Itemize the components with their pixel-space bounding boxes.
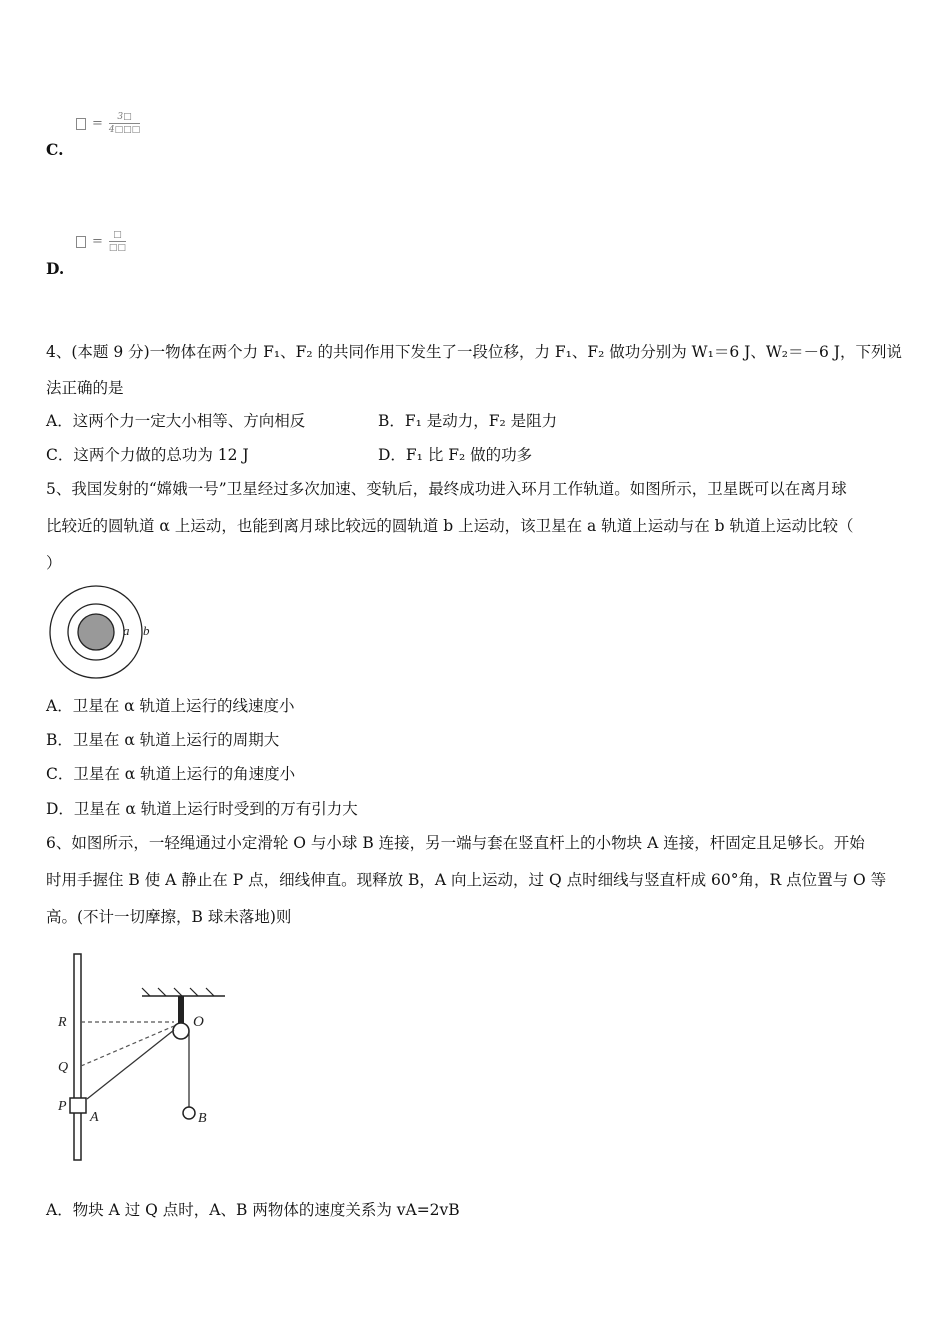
q5-option-b: B．卫星在 α 轨道上运行的周期大 (46, 731, 280, 749)
q5-option-a: A．卫星在 α 轨道上运行的线速度小 (46, 697, 295, 715)
q4-option-d: D．F₁ 比 F₂ 做的功多 (378, 446, 533, 464)
q4-option-c: C．这两个力做的总功为 12 J (46, 446, 249, 464)
formula-lhs-placeholder (76, 236, 86, 248)
moon (78, 614, 114, 650)
option-c-formula (76, 112, 140, 135)
block-a (70, 1098, 86, 1113)
fraction-denominator: 4□□□ (108, 125, 141, 135)
option-d-formula (76, 230, 126, 253)
label-a: A (90, 1110, 99, 1125)
q5-stem-line3: ） (46, 554, 62, 572)
formula-fraction (109, 112, 140, 135)
pulley-figure (50, 948, 240, 1168)
q6-option-a: A．物块 A 过 Q 点时，A、B 两物体的速度关系为 vA=2vB (46, 1201, 460, 1219)
dashed-q-o (81, 1026, 174, 1066)
fraction-numerator: □ (113, 230, 122, 240)
q5-stem-line1: 5、我国发射的“嫦娥一号”卫星经过多次加速、变轨后，最终成功进入环月工作轨道。如图所示，卫星既可以在离月球 (46, 480, 847, 498)
q6-stem-line1: 6、如图所示，一轻绳通过小定滑轮 O 与小球 B 连接，另一端与套在竖直杆上的小物块 A 连接，杆固定且足够长。开始 (46, 834, 865, 852)
formula-eq: = (92, 116, 103, 131)
formula-lhs-placeholder (76, 118, 86, 130)
fraction-denominator: □□ (108, 243, 126, 253)
rope-a-o (87, 1030, 174, 1099)
orbit-figure (44, 582, 164, 682)
q4-stem-line2: 法正确的是 (46, 379, 124, 397)
vertical-rod (74, 954, 81, 1160)
q6-stem-line2: 时用手握住 B 使 A 静止在 P 点，细线伸直。现释放 B，A 向上运动，过 Q 点时细线与竖直杆成 60°角，R 点位置与 O 等 (46, 871, 887, 889)
fraction-numerator: 3□ (117, 112, 132, 122)
label-q: Q (58, 1060, 69, 1075)
label-p: P (58, 1099, 67, 1114)
q5-option-c: C．卫星在 α 轨道上运行的角速度小 (46, 765, 296, 783)
pulley-o (173, 1023, 189, 1039)
q4-stem-line1: 4、(本题 9 分)一物体在两个力 F₁、F₂ 的共同作用下发生了一段位移，力 F₁、F₂ 做功分别为 W₁＝6 J、W₂＝－6 J，下列说 (46, 343, 902, 361)
label-r: R (58, 1015, 67, 1030)
q5-option-d: D．卫星在 α 轨道上运行时受到的万有引力大 (46, 800, 358, 818)
q4-option-a: A．这两个力一定大小相等、方向相反 (46, 412, 306, 430)
orbit-label-a: a (123, 623, 130, 638)
q5-stem-line2: 比较近的圆轨道 α 上运动，也能到离月球比较远的圆轨道 b 上运动，该卫星在 a 轨道上运动与在 b 轨道上运动比较（ (46, 517, 854, 535)
label-b: B (198, 1111, 207, 1126)
formula-eq: = (92, 234, 103, 249)
q4-option-b: B．F₁ 是动力，F₂ 是阻力 (378, 412, 558, 430)
ball-b (183, 1107, 195, 1119)
orbit-label-b: b (143, 623, 150, 638)
q6-stem-line3: 高。(不计一切摩擦，B 球未落地)则 (46, 908, 292, 926)
option-d-label: D. (46, 259, 65, 278)
option-c-label: C. (46, 140, 64, 159)
formula-fraction (109, 230, 126, 253)
label-o: O (193, 1014, 204, 1030)
